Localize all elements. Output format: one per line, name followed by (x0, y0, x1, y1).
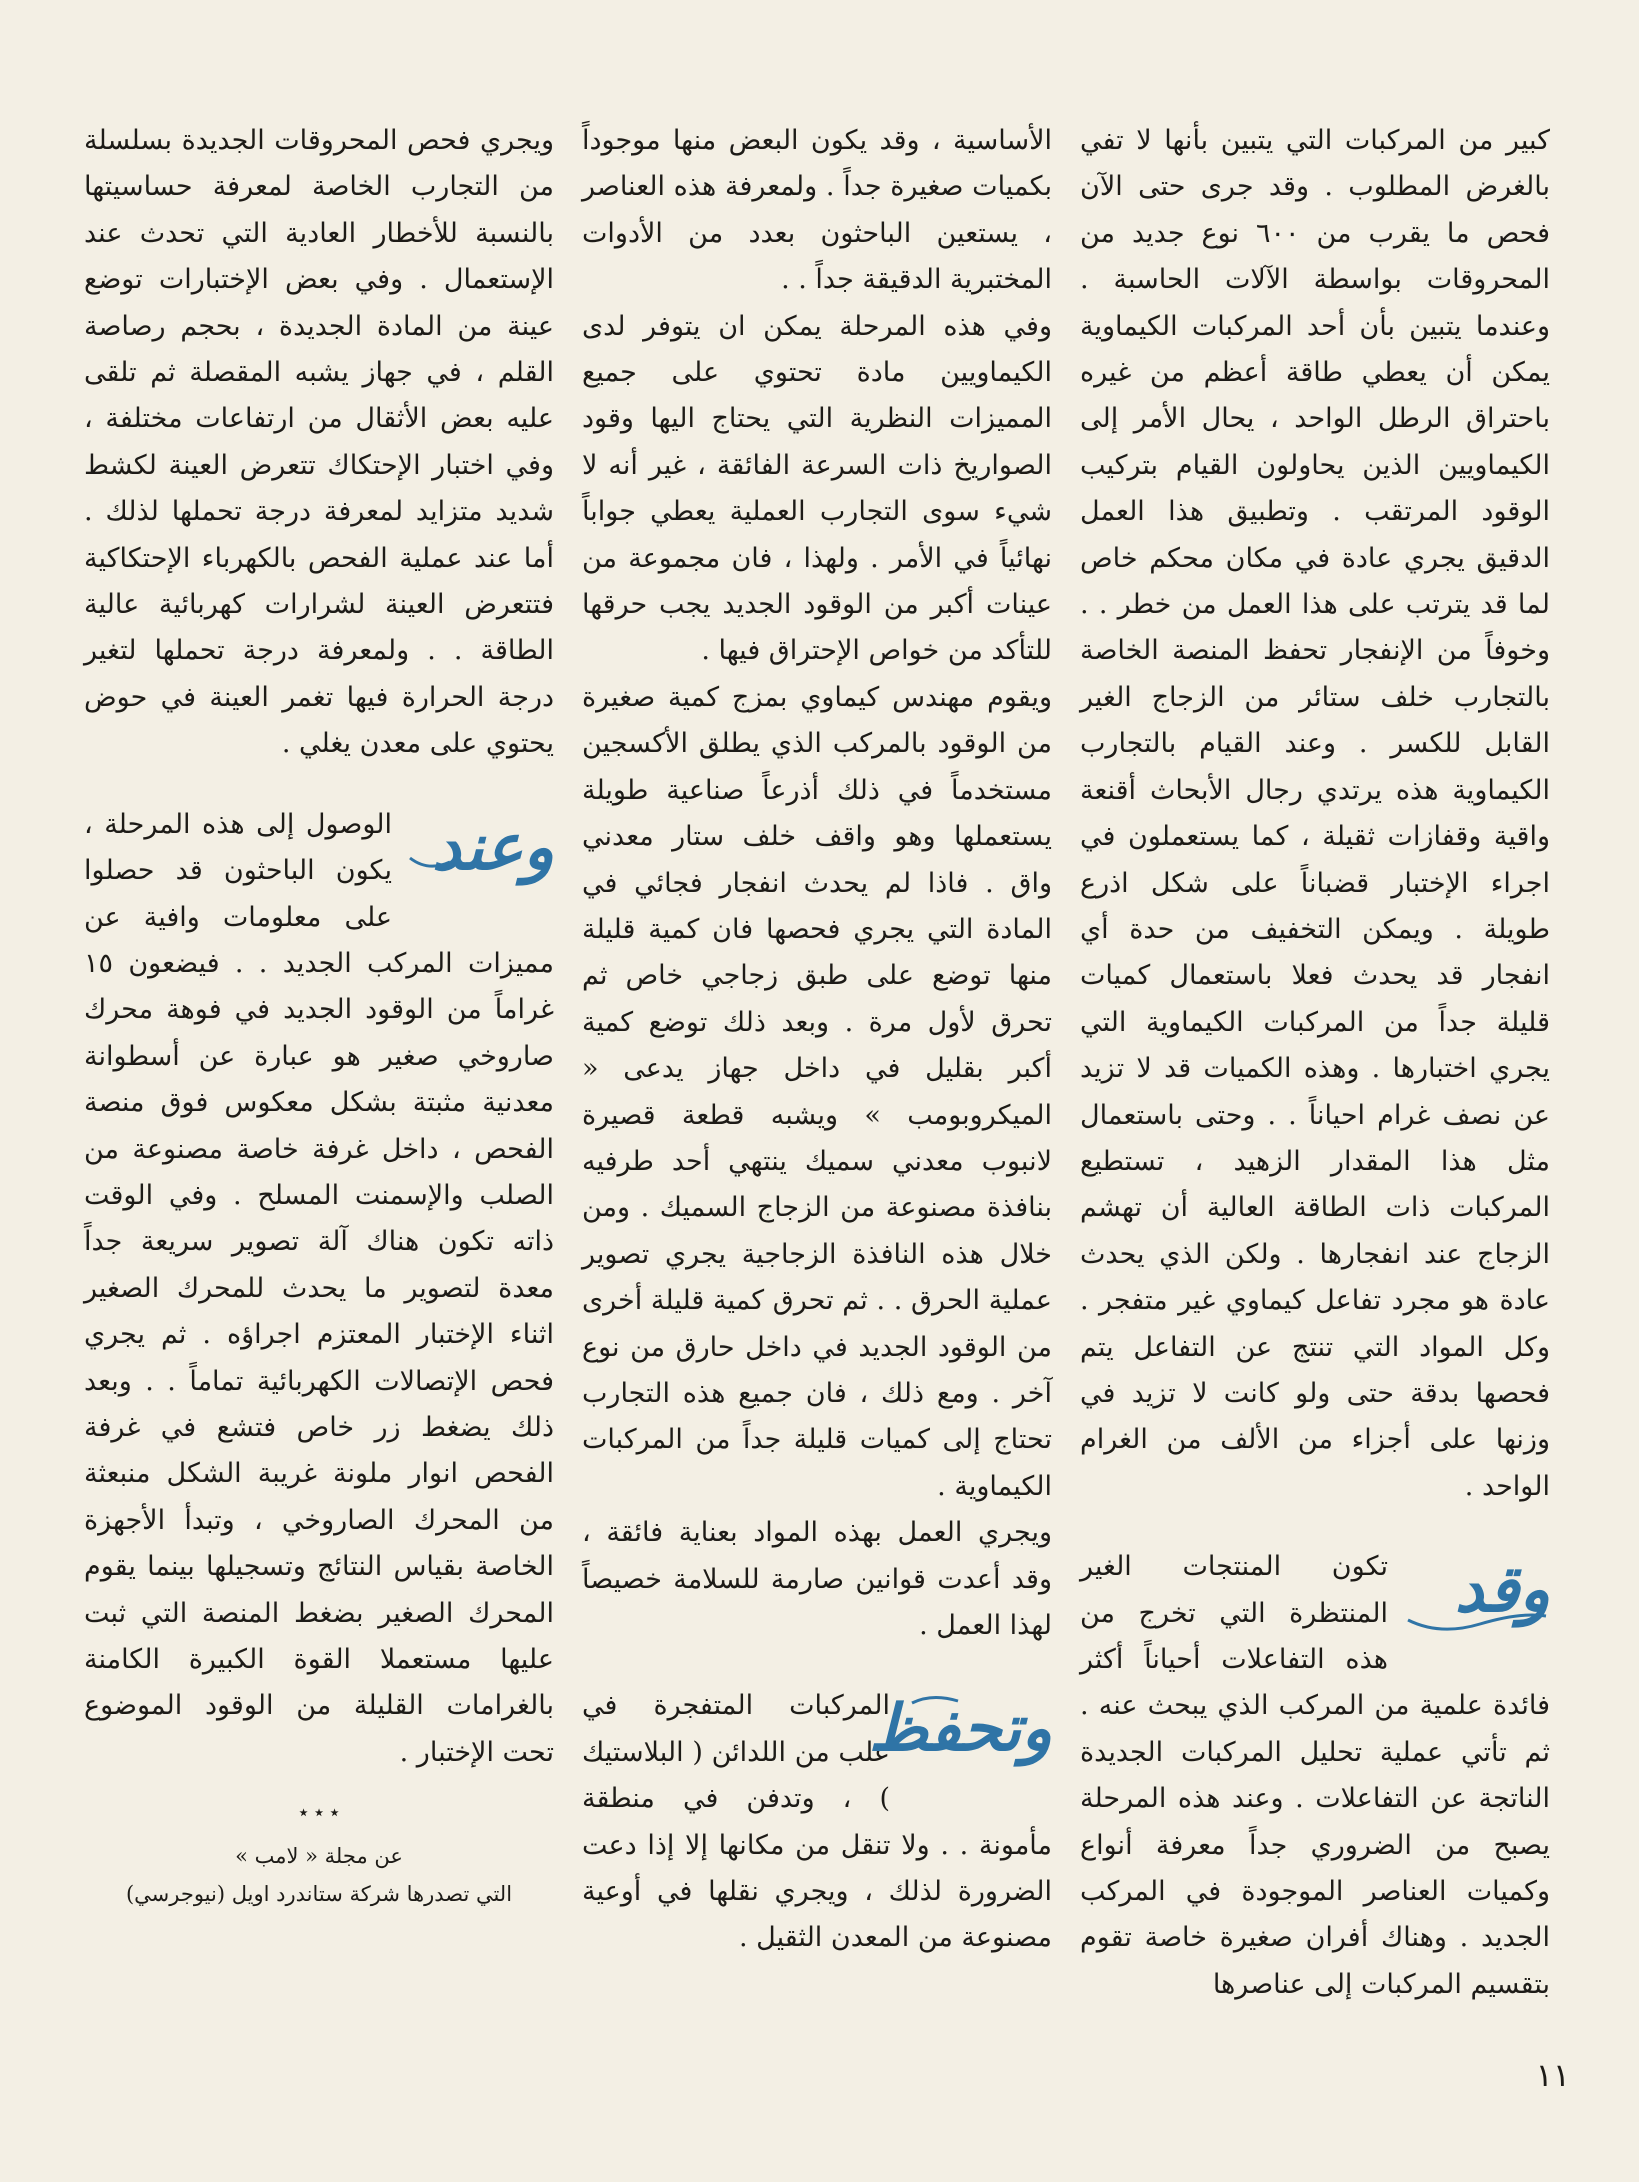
drop-cap-word: وتحفظ (868, 1691, 1052, 1767)
drop-cap-word: وعند (432, 809, 554, 885)
paragraph: المركبات المتفجرة في علب من اللدائن ( البلاستيك ) ، وتدفن في منطقة مأمونة . . ولا تنقل من مكانها إلا إذا دعت الضرورة لذلك ، ويجري نقلها في أوعية مصنوعة من المعدن الثقيل . (582, 1690, 1052, 1954)
spacer (1080, 1510, 1550, 1544)
paragraph: الأساسية ، وقد يكون البعض منها موجوداً بكميات صغيرة جداً . ولمعرفة هذه العناصر ، يستعين الباحثون بعدد من الأدوات المختبرية الدقيقة جداً . . (582, 125, 1052, 296)
source-credit: عن مجلة « لامب » (235, 1843, 403, 1868)
source-credit-publisher: التي تصدرها شركة ستاندرد اويل (نيوجرسي) (125, 1881, 513, 1906)
article-column-right (1080, 118, 1550, 2008)
paragraph: الوصول إلى هذه المرحلة ، يكون الباحثون قد حصلوا على معلومات وافية عن مميزات المركب الجديد . . فيضعون ١٥ غراماً من الوقود الجديد في فوهة محرك صاروخي صغير هو عبارة عن أسطوانة معدنية مثبتة بشكل معكوس فوق منصة الفحص ، داخل غرفة خاصة مصنوعة من الصلب والإسمنت المسلح . وفي الوقت ذاته تكون هناك آلة تصوير سريعة جداً معدة لتصوير ما يحدث للمحرك الصغير اثناء الإختبار المعتزم اجراؤه . ثم يجري فحص الإتصالات الكهربائية تماماً . . وبعد ذلك يضغط زر خاص فتشع في غرفة الفحص انوار ملونة غريبة الشكل منبعثة من المحرك الصاروخي ، وتبدأ الأجهزة الخاصة بقياس النتائج وتسجيلها بينما يقوم المحرك الصغير بضغط المنصة التي ثبت عليها مستعملا القوة الكبيرة الكامنة بالغرامات القليلة من الوقود الموضوع تحت الإختبار . (84, 808, 554, 1768)
drop-cap-heading (1400, 1550, 1550, 1638)
paragraph: كبير من المركبات التي يتبين بأنها لا تفي بالغرض المطلوب . وقد جرى حتى الآن فحص ما يقرب من ٦٠٠ نوع جديد من المحروقات بواسطة الآلات الحاسبة . وعندما يتبين بأن أحد المركبات الكيماوية يمكن أن يعطي طاقة أعظم من غيره باحتراق الرطل الواحد ، يحال الأمر إلى الكيماويين الذين يحاولون القيام بتركيب الوقود المرتقب . وتطبيق هذا العمل الدقيق يجري عادة في مكان محكم خاص لما قد يترتب على هذا العمل من خطر . . وخوفاً من الإنفجار تحفظ المنصة الخاصة بالتجارب خلف ستائر من الزجاج الغير القابل للكسر . وعند القيام بالتجارب الكيماوية هذه يرتدي رجال الأبحاث أقنعة واقية وقفازات ثقيلة ، كما يستعملون في اجراء الإختبار قضباناً على شكل اذرع طويلة . ويمكن التخفيف من حدة أي انفجار قد يحدث فعلا باستعمال كميات قليلة جداً من المركبات الكيماوية التي يجري اختبارها . وهذه الكميات قد لا تزيد عن نصف غرام احياناً . . وحتى باستعمال مثل هذا المقدار الزهيد ، تستطيع المركبات ذات الطاقة العالية أن تهشم الزجاج عند انفجارها . ولكن الذي يحدث عادة هو مجرد تفاعل كيماوي غير متفجر . وكل المواد التي تنتج عن التفاعل يتم فحصها بدقة حتى ولو كانت لا تزيد في وزنها على أجزاء من الألف من الغرام الواحد . (1080, 125, 1551, 1502)
section-divider-stars: ٭ ٭ ٭ (298, 1802, 340, 1824)
spacer (84, 768, 554, 802)
drop-cap-heading (868, 1689, 1052, 1777)
paragraph: تكون المنتجات الغير المنتظرة التي تخرج من هذه التفاعلات أحياناً أكثر فائدة علمية من المركب الذي يبحث عنه . ثم تأتي عملية تحليل المركبات الجديدة الناتجة عن التفاعلات . وعند هذه المرحلة يصبح من الضروري جداً معرفة أنواع وكميات العناصر الموجودة في المركب الجديد . وهناك أفران صغيرة خاصة تقوم بتقسيم المركبات إلى عناصرها (1080, 1551, 1550, 2000)
paragraph: ويجري العمل بهذه المواد بعناية فائقة ، وقد أعدت قوانين صارمة للسلامة خصيصاً لهذا العمل . (582, 1517, 1052, 1641)
article-column-left (84, 118, 554, 1913)
paragraph: ويقوم مهندس كيماوي بمزج كمية صغيرة من الوقود بالمركب الذي يطلق الأكسجين مستخدماً في ذلك أذرعاً صناعية طويلة يستعملها وهو واقف خلف ستار معدني واق . فاذا لم يحدث انفجار فجائي في المادة التي يجري فحصها فان كمية قليلة منها توضع على طبق زجاجي خاص ثم تحرق لأول مرة . وبعد ذلك توضع كمية أكبر بقليل في داخل جهاز يدعى « الميكروبومب » ويشبه قطعة قصيرة لانبوب معدني سميك ينتهي أحد طرفيه بنافذة مصنوعة من الزجاج السميك . ومن خلال هذه النافذة الزجاجية يجري تصوير عملية الحرق . . ثم تحرق كمية قليلة أخرى من الوقود الجديد في داخل حارق من نوع آخر . ومع ذلك ، فان جميع هذه التجارب تحتاج إلى كميات قليلة جداً من المركبات الكيماوية . (582, 681, 1052, 1502)
paragraph: ويجري فحص المحروقات الجديدة بسلسلة من التجارب الخاصة لمعرفة حساسيتها بالنسبة للأخطار العادية التي تحدث عند الإستعمال . وفي بعض الإختبارات توضع عينة من المادة الجديدة ، بحجم رصاصة القلم ، في جهاز يشبه المقصلة ثم تلقى عليه بعض الأثقال من ارتفاعات مختلفة ، وفي اختبار الإحتكاك تتعرض العينة لكشط شديد متزايد لمعرفة درجة تحملها لذلك . أما عند عملية الفحص بالكهرباء الإحتكاكية فتتعرض العينة لشرارات كهربائية عالية الطاقة . . ولمعرفة درجة تحملها لتغير درجة الحرارة فيها تغمر العينة في حوض يحتوي على معدن يغلي . (84, 125, 554, 760)
drop-cap-word: وقد (1454, 1552, 1550, 1628)
spacer (582, 1649, 1052, 1683)
drop-cap-heading (404, 808, 554, 896)
page-number: ١١ (1535, 2056, 1570, 2094)
paragraph: وفي هذه المرحلة يمكن ان يتوفر لدى الكيماويين مادة تحتوي على جميع المميزات النظرية التي يحتاج اليها وقود الصواريخ ذات السرعة الفائقة ، غير أنه لا شيء سوى التجارب العملية يعطي جواباً نهائياً في الأمر . ولهذا ، فان مجموعة من عينات أكبر من الوقود الجديد يجب حرقها للتأكد من خواص الإحتراق فيها . (582, 310, 1052, 667)
article-column-middle (582, 118, 1052, 1962)
